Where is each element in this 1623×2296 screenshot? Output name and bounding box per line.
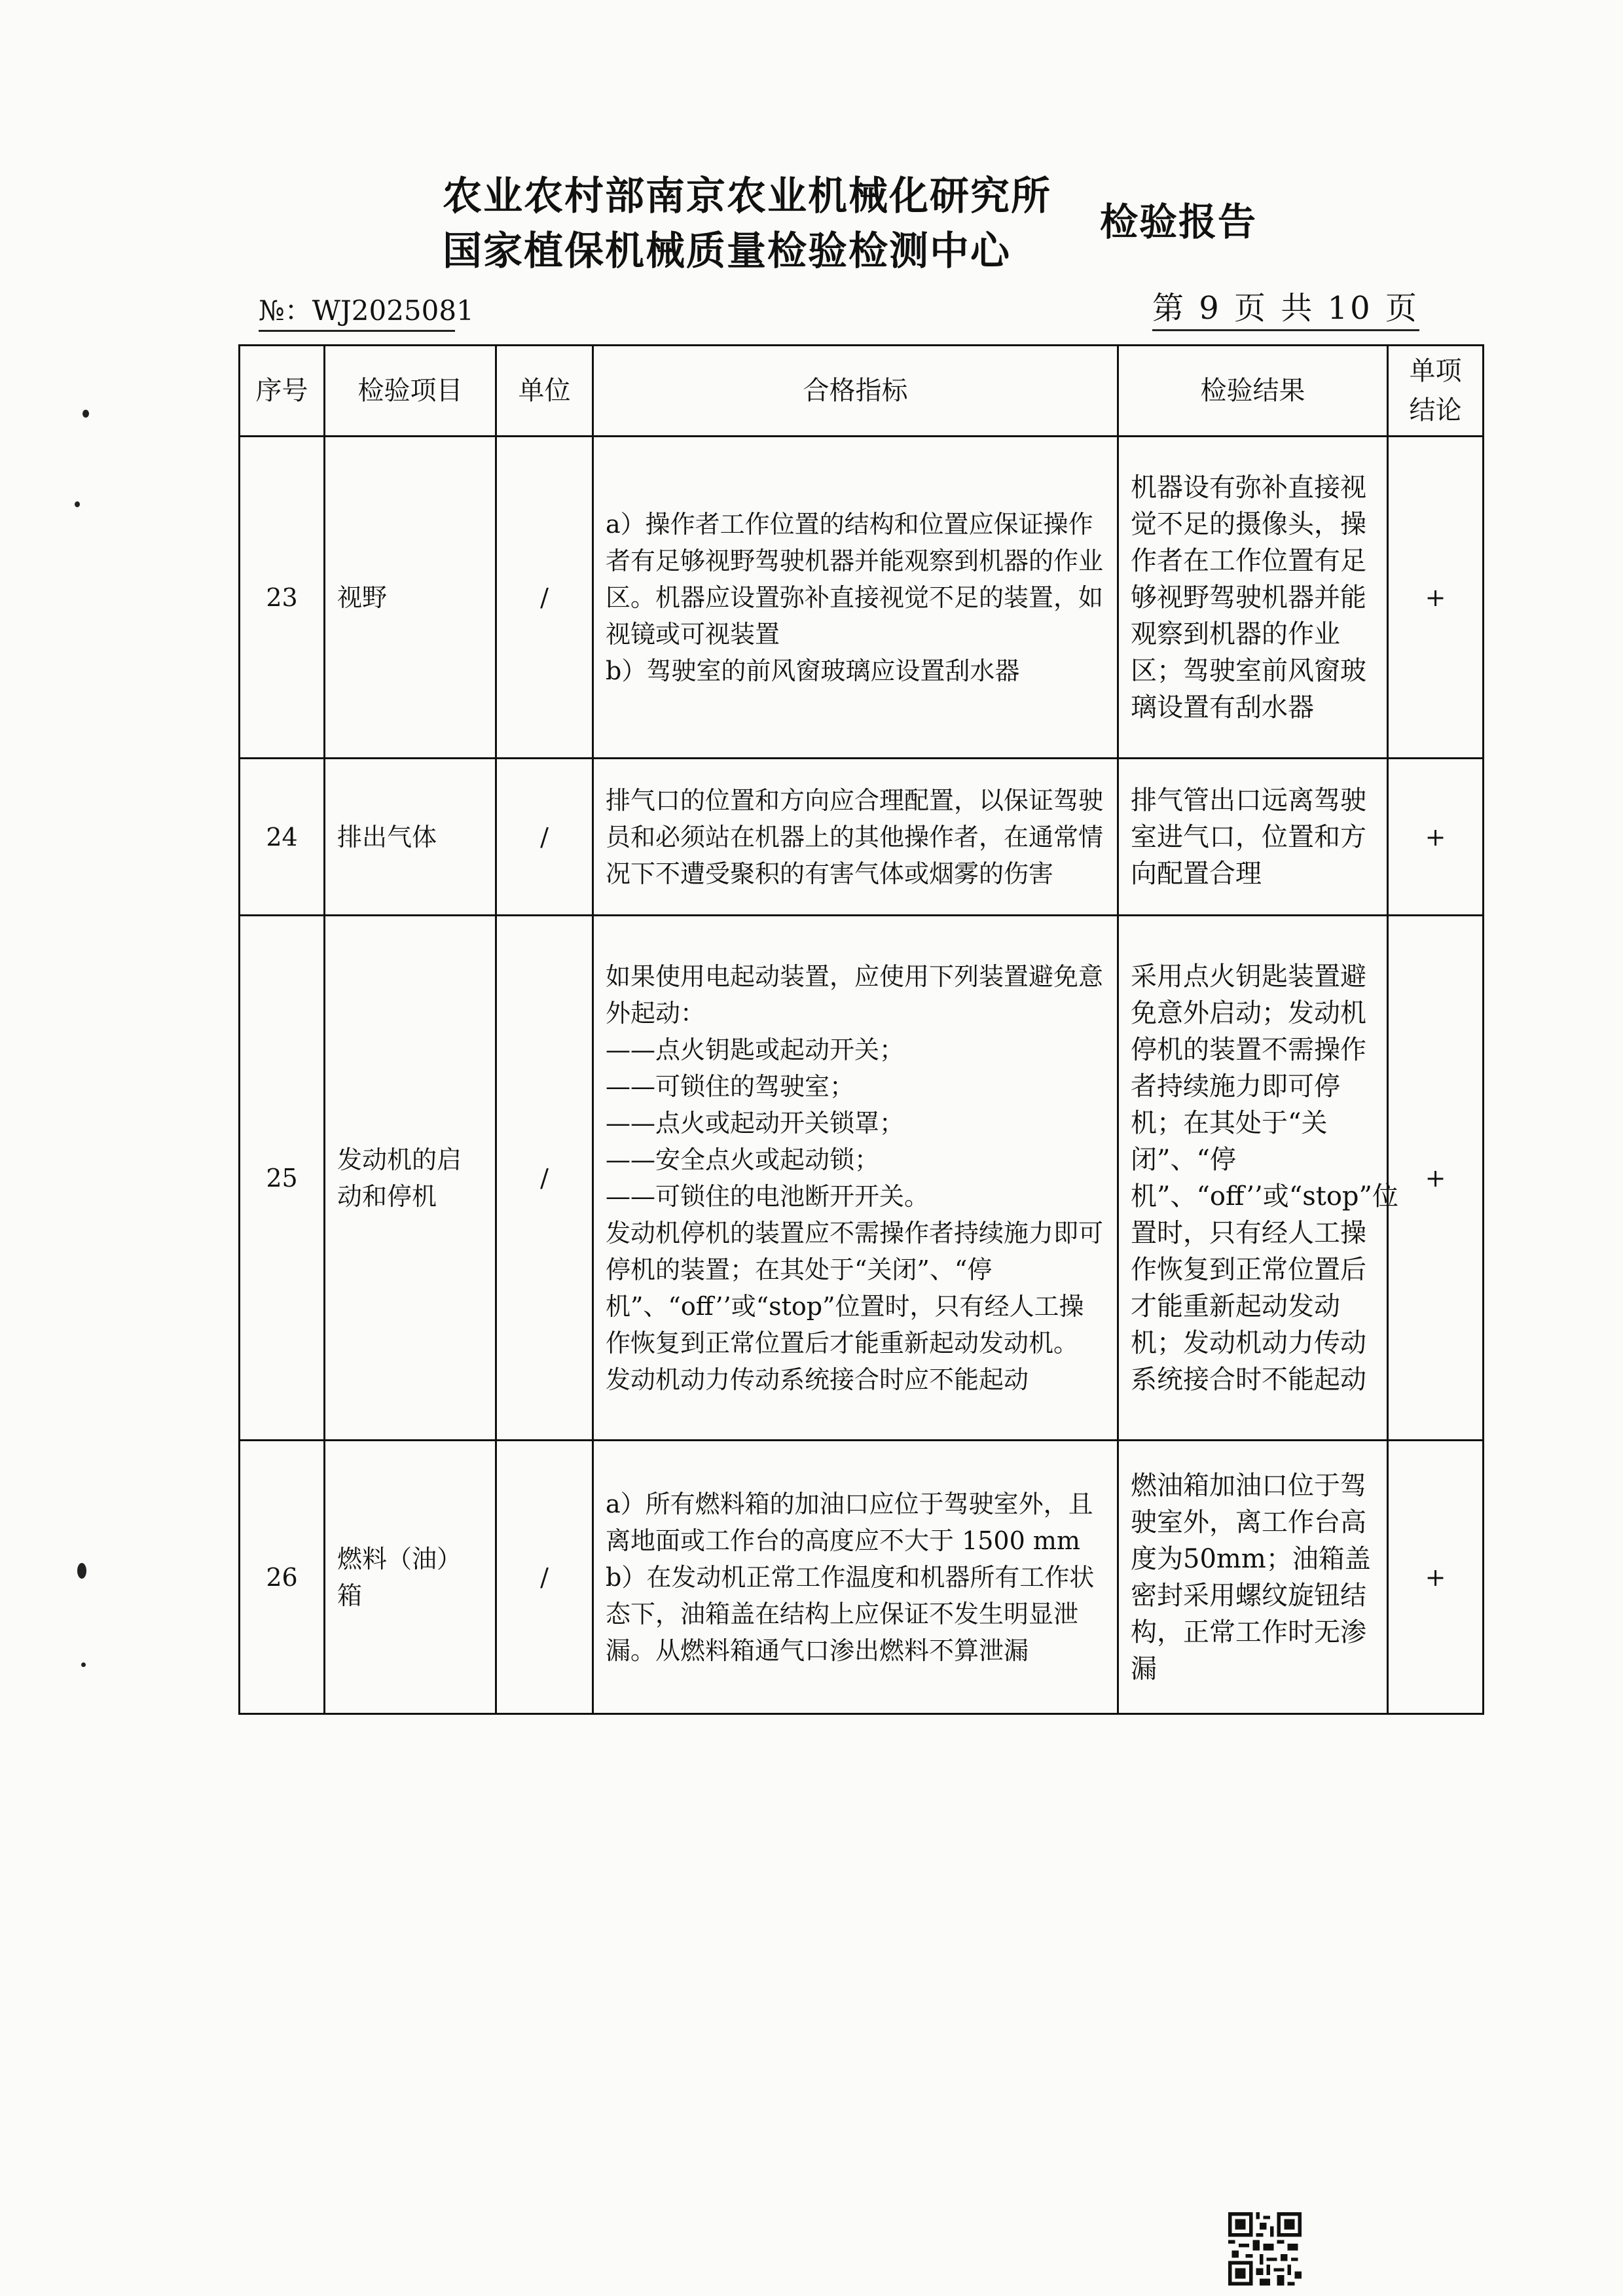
organization-line-2: 国家植保机械质量检验检测中心 (443, 228, 1011, 274)
organization-name (443, 169, 1051, 279)
cell-verdict: + (1388, 916, 1484, 1441)
table-row (240, 916, 1484, 1441)
cell-unit: / (496, 916, 593, 1441)
col-header-item: 检验项目 (325, 346, 496, 437)
cell-no: 23 (240, 437, 325, 759)
cell-unit: / (496, 1441, 593, 1714)
cell-no: 26 (240, 1441, 325, 1714)
page-number: 第 9 页 共 10 页 (1152, 283, 1419, 331)
cell-item: 排出气体 (325, 759, 496, 916)
cell-verdict: + (1388, 759, 1484, 916)
table-row (240, 437, 1484, 759)
report-number: №：WJ2025081 (259, 289, 455, 332)
cell-no: 25 (240, 916, 325, 1441)
cell-criteria: 排气口的位置和方向应合理配置，以保证驾驶员和必须站在机器上的其他操作者，在通常情况下不遭受聚积的有害气体或烟雾的伤害 (593, 759, 1118, 916)
col-header-criteria: 合格指标 (593, 346, 1118, 437)
scan-speck (82, 410, 89, 418)
table-row (240, 1441, 1484, 1714)
col-header-unit: 单位 (496, 346, 593, 437)
scan-speck (81, 1662, 86, 1667)
cell-item: 燃料（油）箱 (325, 1441, 496, 1714)
qr-code-icon (1228, 2212, 1302, 2286)
cell-criteria: a）操作者工作位置的结构和位置应保证操作者有足够视野驾驶机器并能观察到机器的作业区。机器应设置弥补直接视觉不足的装置，如视镜或可视装置 b）驾驶室的前风窗玻璃应设置刮水器 (593, 437, 1118, 759)
cell-result: 排气管出口远离驾驶室进气口，位置和方向配置合理 (1118, 759, 1388, 916)
col-header-result: 检验结果 (1118, 346, 1388, 437)
organization-line-1: 农业农村部南京农业机械化研究所 (443, 173, 1051, 219)
cell-unit: / (496, 437, 593, 759)
cell-result: 机器设有弥补直接视觉不足的摄像头，操作者在工作位置有足够视野驾驶机器并能观察到机器的作业区；驾驶室前风窗玻璃设置有刮水器 (1118, 437, 1388, 759)
cell-item: 发动机的启动和停机 (325, 916, 496, 1441)
cell-criteria: a）所有燃料箱的加油口应位于驾驶室外，且离地面或工作台的高度应不大于 1500 mm b）在发动机正常工作温度和机器所有工作状态下，油箱盖在结构上应保证不发生明显泄漏。从燃料箱通气口渗出燃料不算泄漏 (593, 1441, 1118, 1714)
cell-verdict: + (1388, 437, 1484, 759)
inspection-table (238, 344, 1484, 1715)
report-title: 检验报告 (1100, 200, 1258, 244)
scan-speck (75, 501, 80, 507)
cell-result: 采用点火钥匙装置避免意外启动；发动机停机的装置不需操作者持续施力即可停机；在其处于“关闭”、“停机”、“off’’或“stop”位置时，只有经人工操作恢复到正常位置后才能重新起动发动机；发动机动力传动系统接合时不能起动 (1118, 916, 1388, 1441)
table-row (240, 759, 1484, 916)
cell-item: 视野 (325, 437, 496, 759)
col-header-no: 序号 (240, 346, 325, 437)
scan-speck (77, 1563, 86, 1579)
cell-result: 燃油箱加油口位于驾驶室外，离工作台高度为50mm；油箱盖密封采用螺纹旋钮结构，正常工作时无渗漏 (1118, 1441, 1388, 1714)
cell-criteria: 如果使用电起动装置，应使用下列装置避免意外起动： ——点火钥匙或起动开关； ——可锁住的驾驶室； ——点火或起动开关锁罩； ——安全点火或起动锁； ——可锁住的电池断开开关。 发动机停机的装置应不需操作者持续施力即可停机的装置；在其处于“关闭”、“停机”、“off’’或“stop”位置时，只有经人工操作恢复到正常位置后才能重新起动发动机。 发动机动力传动系统接合时应不能起动 (593, 916, 1118, 1441)
cell-unit: / (496, 759, 593, 916)
table-header-row (240, 346, 1484, 437)
cell-verdict: + (1388, 1441, 1484, 1714)
col-header-verdict: 单项 结论 (1388, 346, 1484, 437)
cell-no: 24 (240, 759, 325, 916)
